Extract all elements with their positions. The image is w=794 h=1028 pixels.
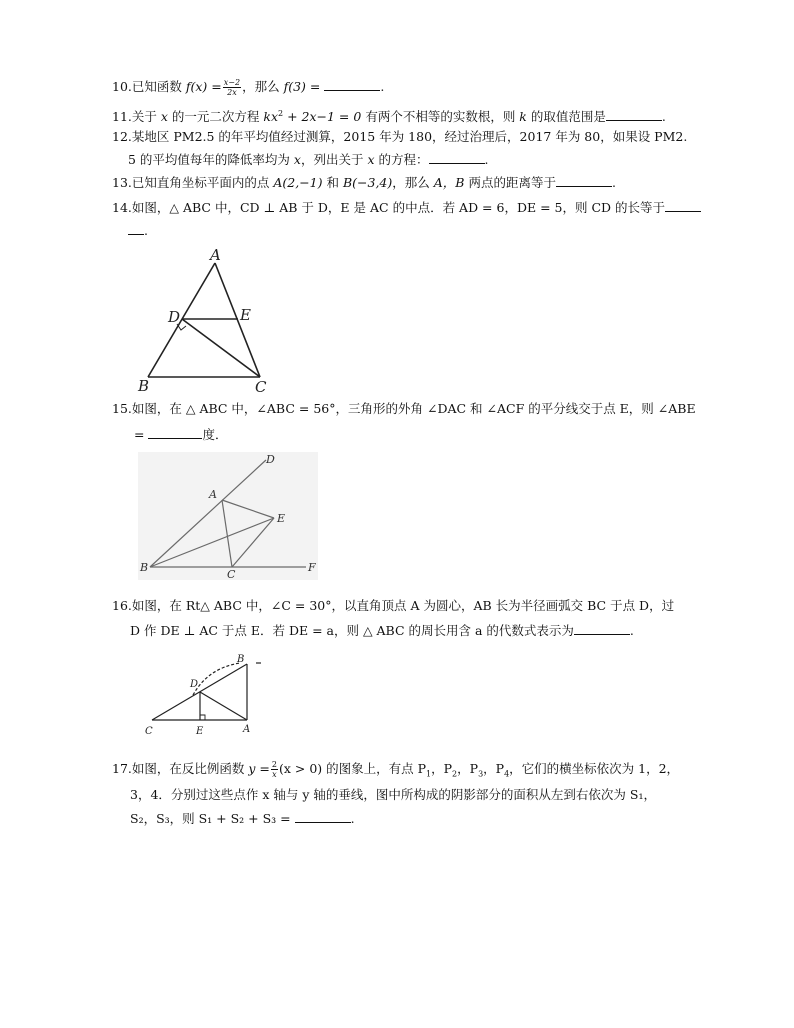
question-14-line2	[128, 220, 148, 242]
question-17	[112, 758, 679, 786]
label-d: D	[266, 453, 275, 466]
question-text: ，P	[483, 761, 505, 776]
question-text: ，P	[457, 761, 479, 776]
equation: + 2x−1 = 0	[283, 109, 362, 125]
question-end: .	[661, 109, 666, 125]
question-text: 如图，在 △ ABC 中，∠ABC = 56°，三角形的外角 ∠DAC 和 ∠ACF 的平分线交于点 E，则 ∠ABE	[131, 401, 696, 416]
question-end: .	[629, 623, 634, 638]
variable: x	[293, 152, 301, 167]
question-15-line2	[134, 424, 227, 446]
question-end: .	[611, 175, 616, 190]
label-c: C	[145, 726, 153, 737]
subscript: 4	[504, 769, 510, 779]
right-angle-mark	[200, 715, 205, 720]
question-end: .	[350, 811, 355, 826]
point-a: A(2,−1)	[273, 175, 323, 190]
question-number: 14.	[112, 200, 132, 215]
question-11	[112, 103, 666, 128]
question-15	[112, 398, 696, 420]
label-d: D	[168, 308, 181, 326]
question-16-line2	[130, 620, 634, 642]
question-text: 和	[322, 175, 343, 190]
fraction	[223, 78, 241, 97]
function-expression: y =	[248, 761, 270, 776]
question-text: 的方程：	[374, 152, 429, 167]
question-text: 关于	[131, 109, 161, 125]
question-end: .	[144, 223, 148, 238]
function-expression: f(x) =	[185, 79, 222, 94]
question-12	[112, 126, 687, 148]
question-number: 17.	[112, 761, 132, 776]
question-text: 的取值范围是	[526, 109, 606, 125]
label-a: A	[210, 246, 221, 264]
answer-blank[interactable]	[574, 621, 630, 635]
question-text: 已知直角坐标平面内的点	[131, 175, 274, 190]
answer-blank-continued[interactable]	[128, 221, 144, 235]
question-text: 度．	[202, 427, 228, 442]
subscript: 2	[452, 769, 458, 779]
question-17-line2	[130, 784, 656, 806]
label-c: C	[255, 378, 267, 396]
question-end: .	[484, 152, 489, 167]
question-text: 有两个不相等的实数根，则	[361, 109, 520, 125]
question-text: S₂，S₃，则 S₁ + S₂ + S₃ =	[130, 811, 291, 826]
answer-blank[interactable]	[295, 809, 351, 823]
question-text: 3，4．分别过这些点作 x 轴与 y 轴的垂线，图中所构成的阴影部分的面积从左到右依次为 S₁，	[130, 787, 656, 802]
label-e: E	[240, 306, 251, 324]
question-text: 两点的距离等于	[464, 175, 556, 190]
function-value: f(3) =	[283, 79, 321, 94]
question-12-line2	[128, 149, 488, 171]
question-number: 15.	[112, 401, 132, 416]
label-e: E	[196, 726, 204, 737]
points-ab: A，B	[433, 175, 465, 190]
question-text: ，列出关于	[300, 152, 368, 167]
question-13	[112, 172, 616, 194]
question-text: ，它们的横坐标依次为 1，2，	[509, 761, 680, 776]
question-text: 已知函数	[131, 79, 186, 94]
question-number: 16.	[112, 598, 132, 613]
segment-da	[200, 692, 247, 720]
question-text: ，那么	[242, 79, 284, 94]
fraction-denominator: 2x	[227, 88, 237, 97]
question-number: 11.	[112, 109, 132, 125]
figure-14-triangle	[135, 246, 295, 396]
question-text: 5 的平均值每年的降低率均为	[128, 152, 294, 167]
question-number: 12.	[112, 129, 132, 144]
label-b: B	[140, 561, 149, 574]
subscript: 1	[426, 769, 432, 779]
variable: k	[519, 109, 527, 125]
label-b: B	[237, 654, 245, 665]
fraction-denominator: x	[272, 770, 277, 779]
answer-blank[interactable]	[324, 77, 380, 91]
point-b: B(−3,4)	[342, 175, 393, 190]
fraction	[271, 760, 278, 779]
question-text: 如图，△ ABC 中，CD ⊥ AB 于 D，E 是 AC 的中点．若 AD = 6，DE = 5，则 CD 的长等于	[131, 200, 666, 215]
question-text: 如图，在反比例函数	[131, 761, 249, 776]
variable: x	[367, 152, 375, 167]
question-end: .	[380, 79, 385, 94]
question-text: (x > 0) 的图象上，有点 P	[278, 761, 427, 776]
question-text: ，P	[431, 761, 453, 776]
arc	[193, 663, 240, 695]
figure-15-triangle	[138, 452, 318, 580]
answer-blank[interactable]	[665, 198, 701, 212]
answer-blank[interactable]	[148, 425, 202, 439]
question-text: 某地区 PM2.5 的年平均值经过测算，2015 年为 180，经过治理后，2017 年为 80，如果设 PM2.	[131, 129, 688, 144]
question-10	[112, 76, 384, 98]
figure-16-right-triangle	[140, 650, 270, 740]
answer-blank[interactable]	[556, 173, 612, 187]
question-text: 如图，在 Rt△ ABC 中，∠C = 30°，以直角顶点 A 为圆心，AB 长为半径画弧交 BC 于点 D，过	[131, 598, 675, 613]
answer-blank[interactable]	[606, 107, 662, 121]
side-ab	[148, 263, 215, 377]
equation: kx	[263, 109, 279, 125]
question-14	[112, 197, 701, 219]
label-f: F	[308, 561, 316, 574]
question-16	[112, 595, 674, 617]
label-a: A	[243, 724, 251, 735]
subscript: 3	[478, 769, 484, 779]
label-b: B	[138, 377, 150, 395]
exponent: 2	[278, 109, 284, 118]
question-number: 10.	[112, 79, 132, 94]
label-e: E	[277, 512, 286, 525]
fraction-numerator: 2	[271, 760, 277, 769]
label-a: A	[209, 488, 217, 501]
question-17-line3	[130, 808, 355, 830]
variable: x	[160, 109, 168, 125]
question-text: =	[134, 427, 149, 442]
answer-blank[interactable]	[429, 150, 485, 164]
question-text: 的一元二次方程	[167, 109, 264, 125]
fraction-numerator: x−2	[223, 78, 241, 87]
question-text: D 作 DE ⊥ AC 于点 E．若 DE = a，则 △ ABC 的周长用含 a 的代数式表示为	[130, 623, 574, 638]
question-text: ，那么	[392, 175, 434, 190]
label-d: D	[190, 679, 199, 690]
question-number: 13.	[112, 175, 132, 190]
label-c: C	[227, 568, 236, 580]
